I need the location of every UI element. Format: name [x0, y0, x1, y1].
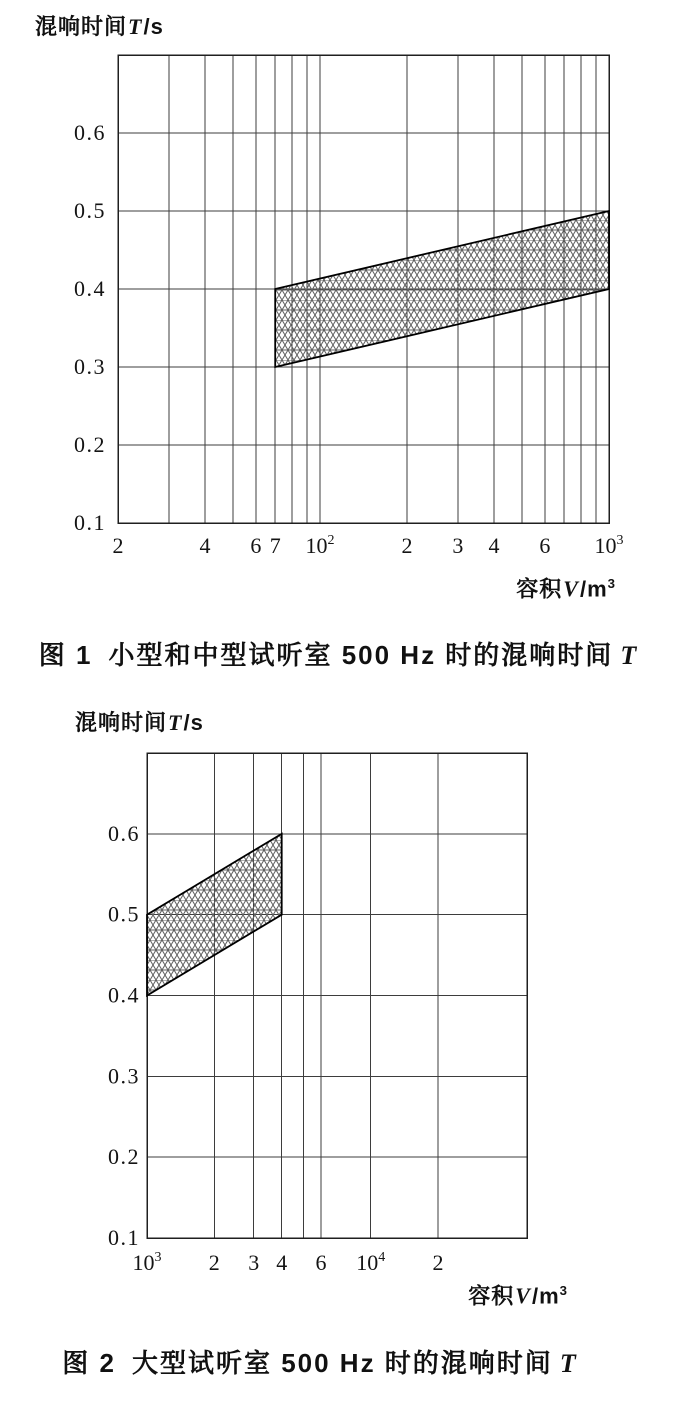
svg-text:6: 6 [539, 533, 551, 558]
svg-text:0.6: 0.6 [108, 820, 140, 846]
figure2-caption-variable: T [559, 1349, 578, 1378]
svg-text:0.3: 0.3 [108, 1063, 140, 1089]
svg-text:4: 4 [199, 533, 211, 558]
figure1-plot [0, 0, 677, 620]
x-tick-labels [133, 1250, 444, 1275]
figure2-x-axis-title [368, 1278, 568, 1309]
svg-text:0.6: 0.6 [74, 120, 106, 145]
svg-text:2: 2 [432, 1250, 444, 1275]
figure1-caption-number: 图 1 [38, 640, 93, 670]
svg-text:0.3: 0.3 [74, 354, 106, 379]
svg-text:0.4: 0.4 [74, 276, 106, 301]
svg-text:0.5: 0.5 [108, 901, 140, 927]
figure2-plot [0, 700, 677, 1300]
svg-text:6: 6 [315, 1250, 327, 1275]
figure1-y-axis-variable: T [128, 14, 143, 39]
figure1-caption [0, 640, 677, 671]
svg-text:2: 2 [401, 533, 413, 558]
figure2-x-axis-unit-exponent: 3 [559, 1283, 568, 1298]
svg-text:2: 2 [112, 533, 124, 558]
figure2-y-axis-variable: T [168, 710, 183, 735]
svg-text:3: 3 [452, 533, 464, 558]
svg-text:103: $10^3$ [594, 533, 624, 558]
tolerance-band [275, 211, 609, 367]
svg-text:0.4: 0.4 [108, 982, 140, 1008]
figure1-caption-text: 小型和中型试听室 500 Hz 时的混响时间 [108, 640, 614, 670]
svg-text:0.5: 0.5 [74, 198, 106, 223]
figure1-y-axis-unit: /s [143, 14, 164, 39]
svg-text:0.1: 0.1 [108, 1225, 140, 1250]
figure2-x-axis-unit: /m [531, 1283, 560, 1309]
figure1-x-axis-title [416, 571, 616, 602]
svg-text:0.2: 0.2 [74, 432, 106, 457]
x-tick-labels [113, 533, 624, 558]
figure2-y-axis-title-text: 混响时间 [75, 710, 168, 735]
svg-text:102: $10^2$ [305, 533, 335, 558]
y-tick-labels [108, 821, 140, 1250]
figure1-y-axis-title-text: 混响时间 [35, 14, 128, 39]
svg-text:6: 6 [250, 533, 262, 558]
svg-text:4: 4 [276, 1250, 288, 1275]
figure2-caption-text: 大型试听室 500 Hz 时的混响时间 [131, 1348, 553, 1378]
figure1-x-axis-title-text: 容积 [516, 576, 563, 602]
figure1-x-axis-unit-exponent: 3 [607, 576, 616, 591]
svg-text:104: $10^4$ [356, 1250, 386, 1275]
y-tick-labels [74, 120, 106, 535]
figure1-caption-variable: T [620, 641, 639, 670]
figure2-x-axis-variable: V [515, 1283, 531, 1309]
svg-text:103: $10^3$ [132, 1250, 162, 1275]
svg-text:4: 4 [488, 533, 500, 558]
svg-text:3: 3 [248, 1250, 260, 1275]
figure1-x-axis-variable: V [563, 576, 579, 602]
figure2-y-axis-unit: /s [183, 710, 204, 735]
y-gridlines [147, 753, 527, 1238]
figure2-x-axis-title-text: 容积 [468, 1283, 515, 1309]
svg-text:0.1: 0.1 [74, 510, 106, 535]
figure1-x-axis-unit: /m [579, 576, 608, 602]
svg-text:2: 2 [208, 1250, 220, 1275]
figure2-caption [0, 1348, 640, 1379]
svg-text:0.2: 0.2 [108, 1144, 140, 1170]
svg-text:7: 7 [269, 533, 281, 558]
figure2-caption-number: 图 2 [62, 1348, 116, 1378]
